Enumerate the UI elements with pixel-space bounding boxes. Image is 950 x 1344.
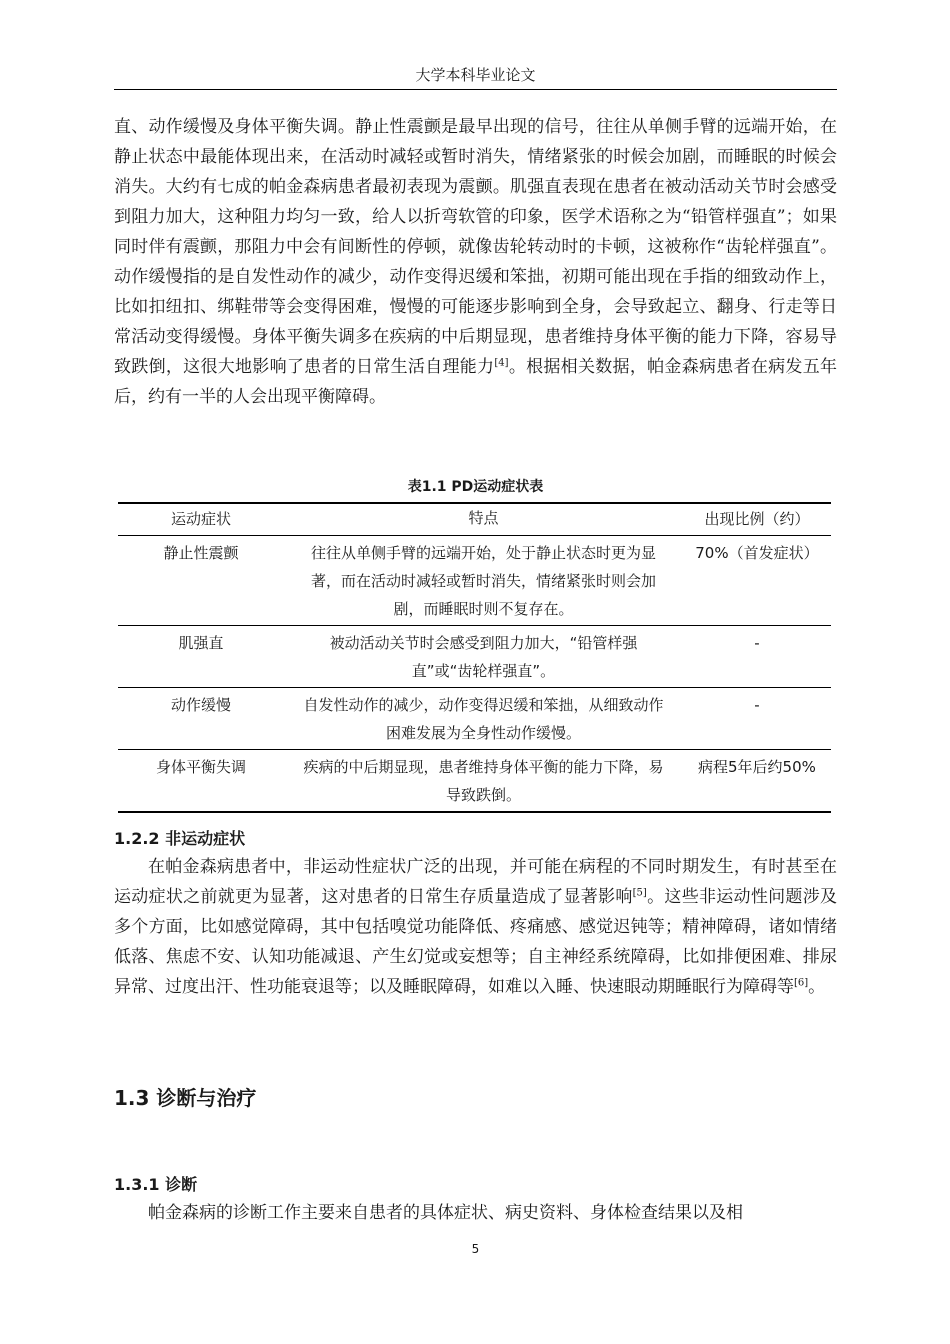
column-header: 特点 (284, 503, 683, 536)
symptom-feature: 被动活动关节时会感受到阻力加大，“铅管样强直”或“齿轮样强直”。 (284, 626, 683, 688)
paragraph-non-motor-symptoms (114, 852, 837, 1002)
citation: [6] (794, 977, 809, 989)
symptom-feature: 自发性动作的减少，动作变得迟缓和笨拙，从细致动作困难发展为全身性动作缓慢。 (284, 688, 683, 750)
header-rule (114, 89, 837, 90)
paragraph-diagnosis: 帕金森病的诊断工作主要来自患者的具体症状、病史资料、身体检查结果以及相 (148, 1203, 743, 1223)
symptom-ratio: 病程5年后约50% (683, 750, 831, 813)
symptom-feature: 往往从单侧手臂的远端开始，处于静止状态时更为显著，而在活动时减轻或暂时消失，情绪紧张时则会加剧，而睡眠时则不复存在。 (284, 536, 683, 626)
running-header: 大学本科毕业论文 (415, 66, 536, 84)
symptom-ratio: - (683, 626, 831, 688)
symptom-name: 静止性震颤 (118, 536, 284, 626)
symptom-ratio: - (683, 688, 831, 750)
paragraph-text: 。这些非运动性问题涉及多个方面，比如感觉障碍，其中包括嗅觉功能降低、疼痛感、感觉迟钝等；精神障碍，诸如情绪低落、焦虑不安、认知功能减退、产生幻觉或妄想等；自主神经系统障碍，比如排便困难、排尿异常、过度出汗、性功能衰退等；以及睡眠障碍，如难以入睡、快速眼动期睡眠行为障碍等 (114, 887, 838, 997)
citation: [4] (494, 357, 509, 369)
paragraph-text: 直、动作缓慢及身体平衡失调。静止性震颤是最早出现的信号，往往从单侧手臂的远端开始，在静止状态中最能体现出来，在活动时减轻或暂时消失，情绪紧张的时候会加剧，而睡眠的时候会消失。大约有七成的帕金森病患者最初表现为震颤。肌强直表现在患者在被动活动关节时会感受到阻力加大，这种阻力均匀一致，给人以折弯软管的印象，医学术语称之为“铅管样强直”；如果同时伴有震颤，那阻力中会有间断性的停顿，就像齿轮转动时的卡顿，这被称作“齿轮样强直”。动作缓慢指的是自发性动作的减少，动作变得迟缓和笨拙，初期可能出现在手指的细致动作上，比如扣纽扣、绑鞋带等会变得困难，慢慢的可能逐步影响到全身，会导致起立、翻身、行走等日常活动变得缓慢。身体平衡失调多在疾病的中后期显现，患者维持身体平衡的能力下降，容易导致跌倒，这很大地影响了患者的日常生活自理能力 (114, 117, 837, 377)
section-heading-1-3-1: 1.3.1 诊断 (114, 1175, 198, 1194)
paragraph-text: 。 (808, 977, 826, 997)
symptom-feature: 疾病的中后期显现，患者维持身体平衡的能力下降，易导致跌倒。 (284, 750, 683, 813)
symptom-name: 肌强直 (118, 626, 284, 688)
column-header: 出现比例（约） (683, 503, 831, 536)
section-heading-1-3: 1.3 诊断与治疗 (114, 1086, 257, 1110)
table-row (118, 626, 831, 688)
paragraph-text: 在帕金森病患者中，非运动性症状广泛的出现，并可能在病程的不同时期发生，有时甚至在运动症状之前就更为显著，这对患者的日常生存质量造成了显著影响 (114, 857, 837, 907)
table-caption: 表1.1 PD运动症状表 (407, 479, 544, 495)
citation: [5] (632, 887, 647, 899)
symptom-name: 身体平衡失调 (118, 750, 284, 813)
motor-symptom-table (118, 502, 831, 813)
symptom-name: 动作缓慢 (118, 688, 284, 750)
table-row (118, 536, 831, 626)
table-row (118, 688, 831, 750)
table-header-row (118, 503, 831, 536)
paragraph-motor-symptoms (114, 112, 837, 412)
symptom-ratio: 70%（首发症状） (683, 536, 831, 626)
paragraph-text: 。根据相关数据，帕金森病患者在病发五年后，约有一半的人会出现平衡障碍。 (114, 357, 838, 407)
table-row (118, 750, 831, 813)
section-heading-1-2-2: 1.2.2 非运动症状 (114, 829, 246, 848)
page-number: 5 (471, 1242, 480, 1256)
column-header: 运动症状 (118, 503, 284, 536)
